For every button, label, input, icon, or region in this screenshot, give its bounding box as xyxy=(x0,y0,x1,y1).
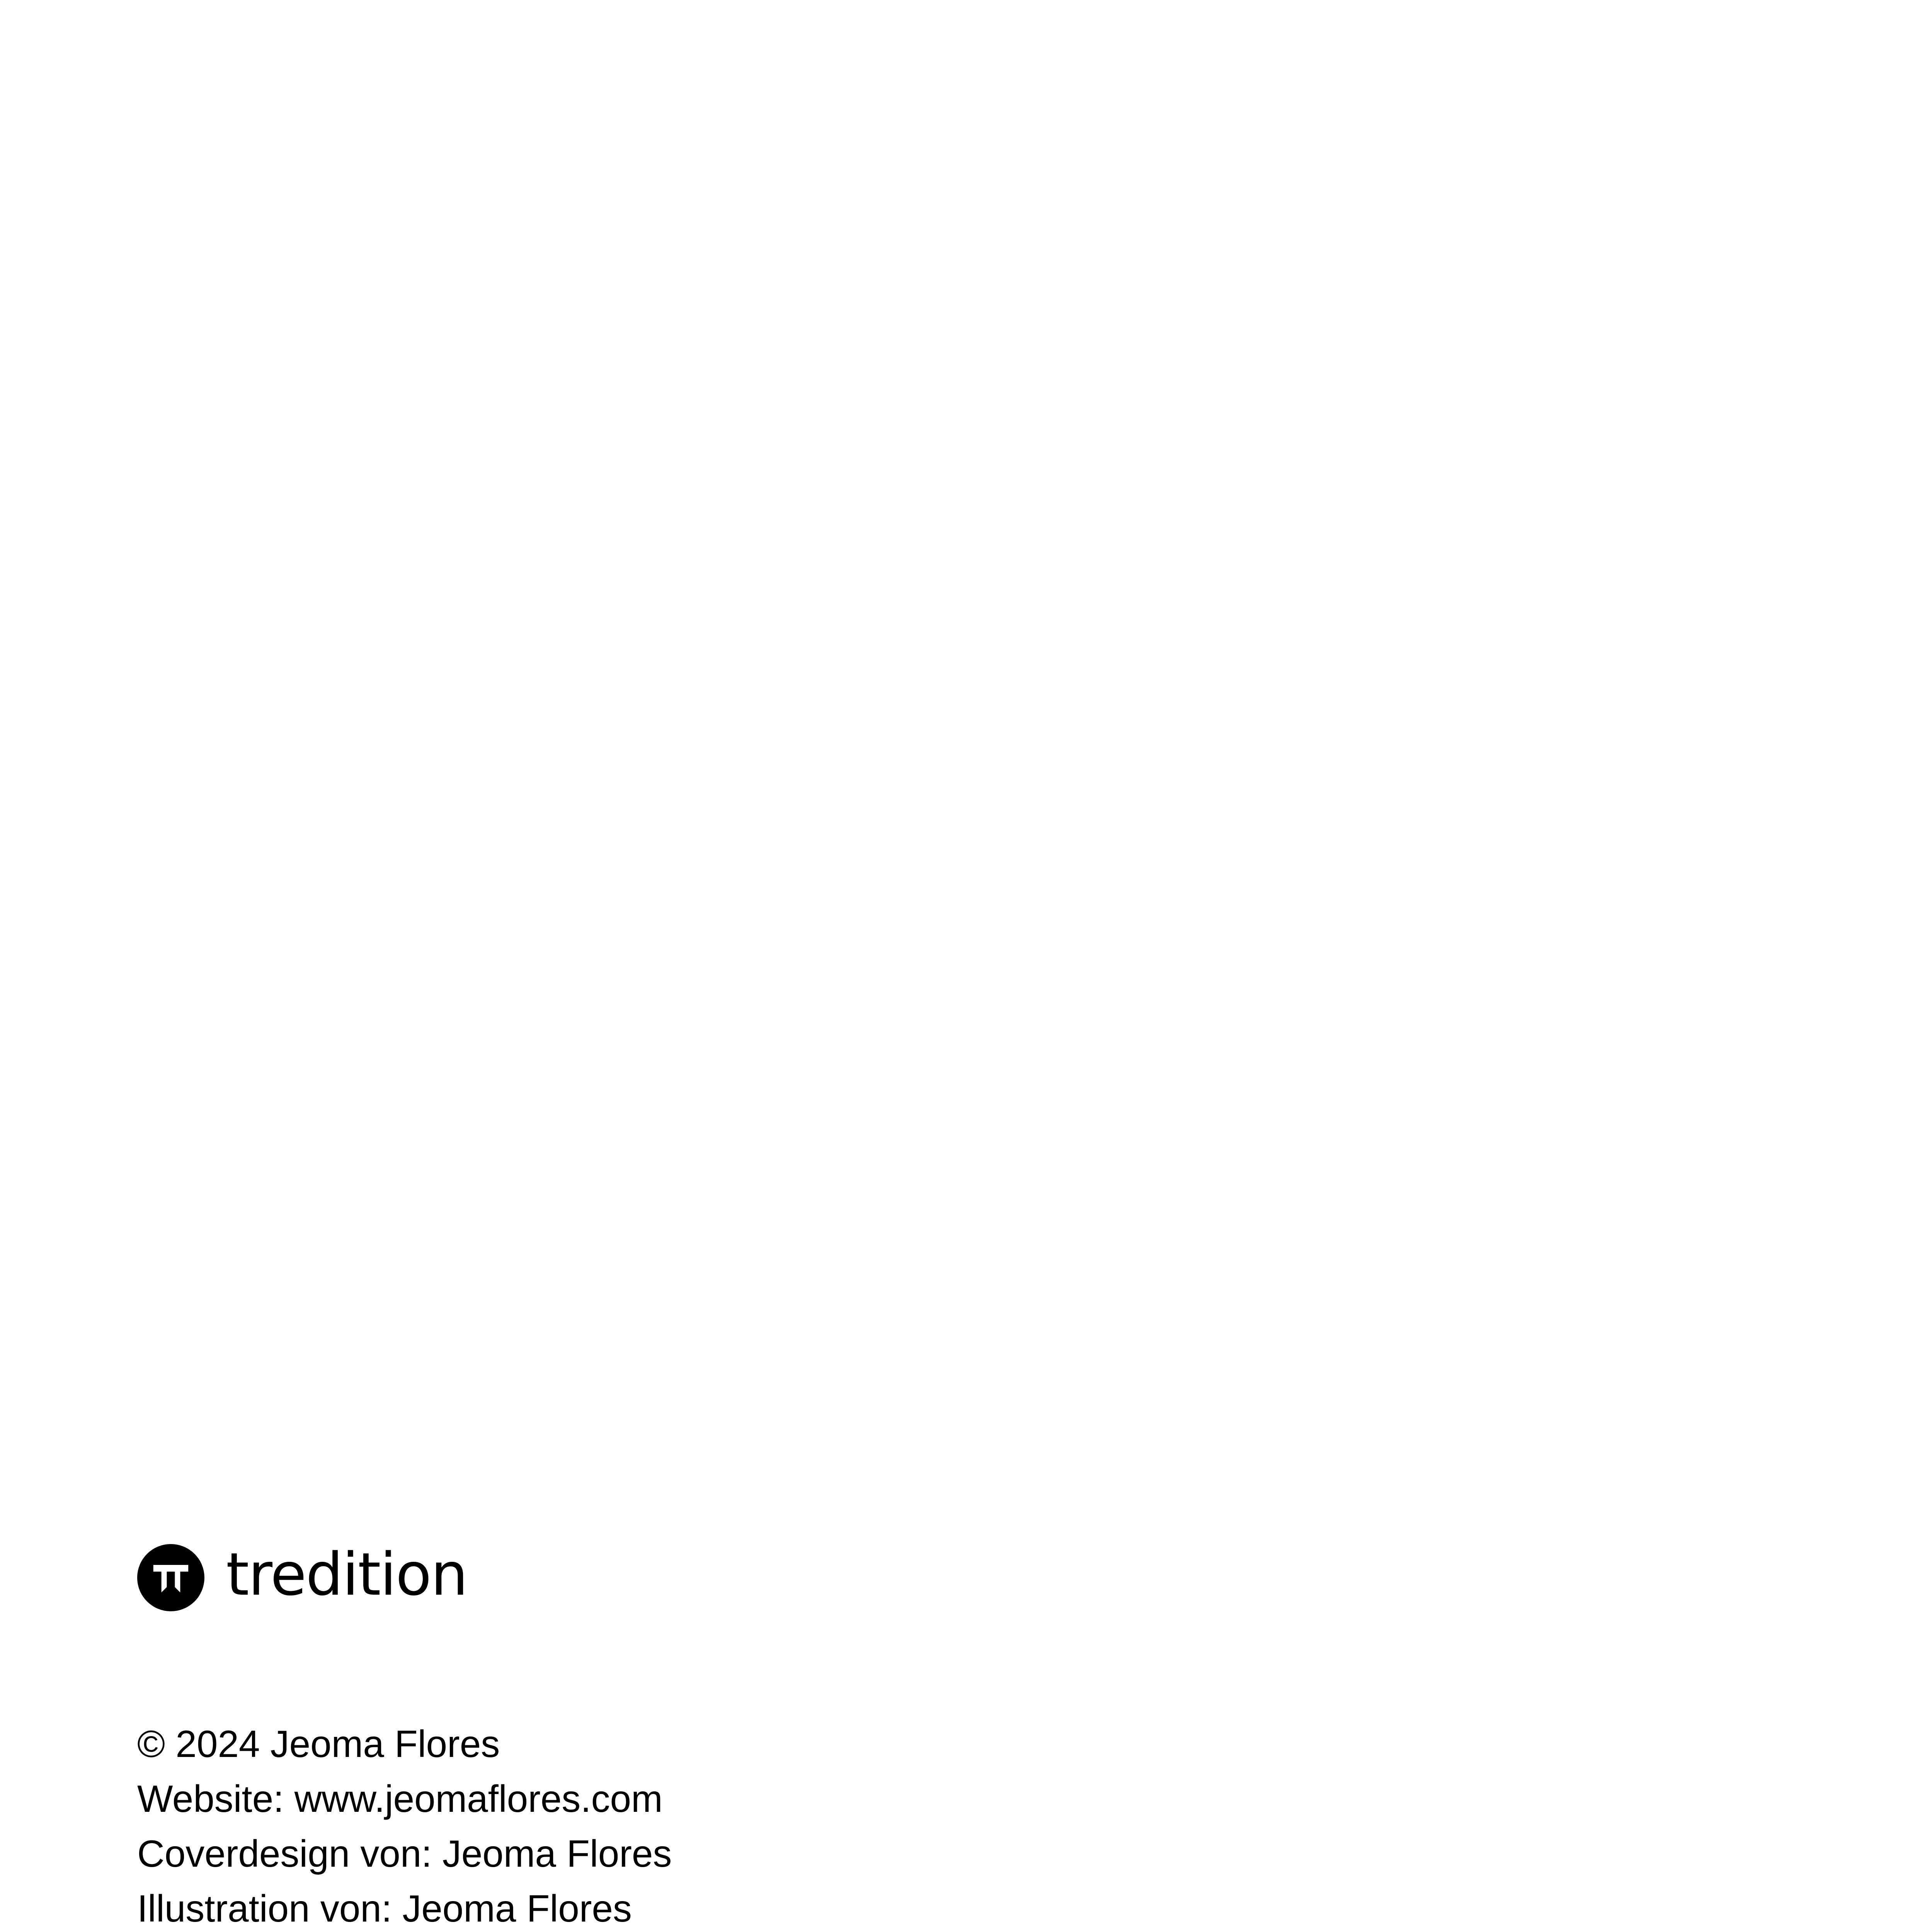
copyright-line: © 2024 Jeoma Flores xyxy=(137,1723,500,1765)
publisher-logo xyxy=(137,1542,467,1613)
illustration-line: Illustration von: Jeoma Flores xyxy=(137,1887,632,1930)
publisher-name: tredition xyxy=(226,1540,468,1609)
tredition-logo-icon xyxy=(137,1544,204,1611)
credits-block xyxy=(137,1716,672,1932)
cover-design-line: Coverdesign von: Jeoma Flores xyxy=(137,1832,672,1875)
website-line: Website: www.jeomaflores.com xyxy=(137,1777,663,1820)
